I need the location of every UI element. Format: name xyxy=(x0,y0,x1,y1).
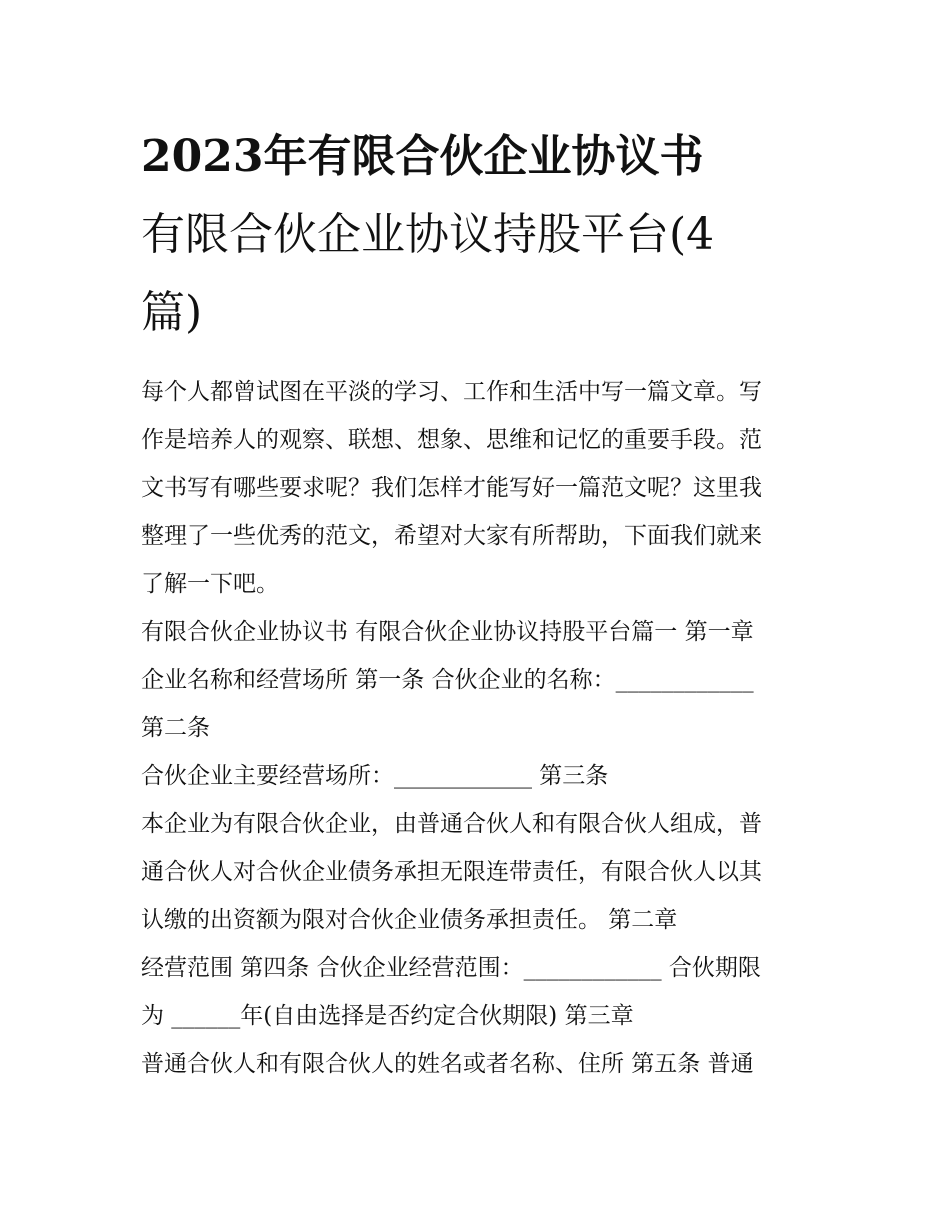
business-scope-paragraph xyxy=(141,944,813,1040)
text-line: 认缴的出资额为限对合伙企业债务承担责任。 第二章 xyxy=(141,907,678,933)
text-line: 经营范围 第四条 合伙企业经营范围：____________ 合伙期限 xyxy=(141,955,761,981)
text-line: 通合伙人对合伙企业债务承担无限连带责任，有限合伙人以其 xyxy=(141,859,762,885)
text-line: 普通合伙人和有限合伙人的姓名或者名称、住所 第五条 普通 xyxy=(141,1051,754,1077)
text-line: 本企业为有限合伙企业，由普通合伙人和有限合伙人组成，普 xyxy=(141,811,762,837)
text-line: 为 ______年(自由选择是否约定合伙期限) 第三章 xyxy=(141,1003,634,1029)
partners-paragraph xyxy=(141,1040,813,1088)
document-title xyxy=(141,118,813,352)
document-body xyxy=(141,368,813,1088)
text-line: 作是培养人的观察、联想、想象、思维和记忆的重要手段。范 xyxy=(141,427,762,453)
business-location-paragraph xyxy=(141,752,813,800)
text-line: 整理了一些优秀的范文，希望对大家有所帮助，下面我们就来 xyxy=(141,523,762,549)
document-page xyxy=(141,118,813,1088)
intro-paragraph xyxy=(141,368,813,608)
text-line: 文书写有哪些要求呢？我们怎样才能写好一篇范文呢？这里我 xyxy=(141,475,762,501)
text-line: 每个人都曾试图在平淡的学习、工作和生活中写一篇文章。写 xyxy=(141,379,762,405)
title-line: 有限合伙企业协议持股平台(4 xyxy=(141,209,715,260)
text-line: 合伙企业主要经营场所：____________ 第三条 xyxy=(141,763,609,789)
text-line: 第二条 xyxy=(141,715,210,741)
chapter-one-paragraph xyxy=(141,608,813,752)
partnership-type-paragraph xyxy=(141,800,813,944)
text-line: 了解一下吧。 xyxy=(141,571,279,597)
text-line: 企业名称和经营场所 第一条 合伙企业的名称：____________ xyxy=(141,667,754,693)
title-line: 2023年有限合伙企业协议书 xyxy=(141,131,704,182)
text-line: 有限合伙企业协议书 有限合伙企业协议持股平台篇一 第一章 xyxy=(141,619,754,645)
title-line: 篇) xyxy=(141,287,203,338)
